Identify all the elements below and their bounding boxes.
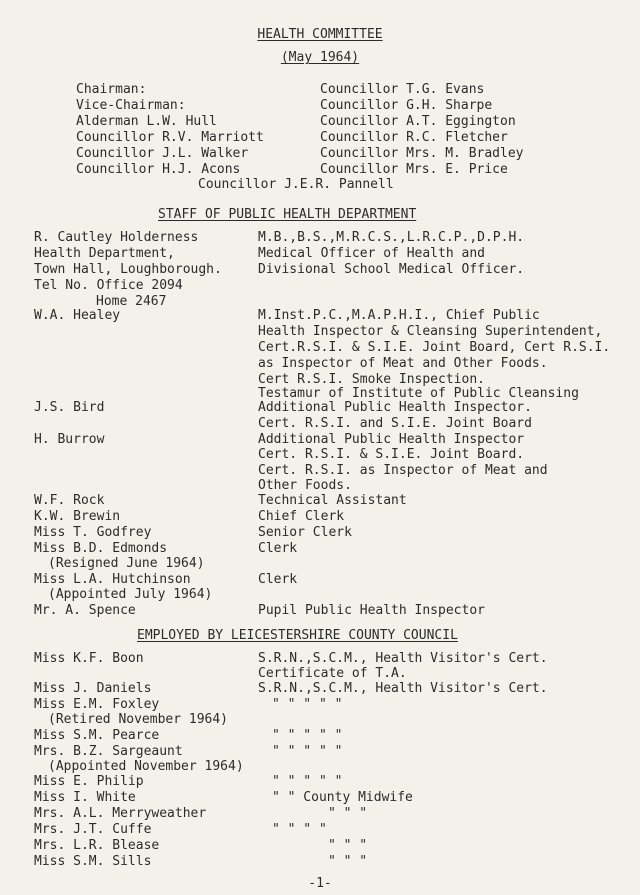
staff-note: (Resigned June 1964) <box>48 556 205 571</box>
staff-qualification: Cert. R.S.I. as Inspector of Meat and <box>258 463 548 478</box>
staff-qualification: Cert R.S.I. Smoke Inspection. <box>258 372 485 387</box>
page-number: -1- <box>308 876 332 891</box>
staff-name: Mr. A. Spence <box>34 603 136 618</box>
staff-role: Technical Assistant <box>258 493 407 508</box>
staff-name: Miss B.D. Edmonds <box>34 541 168 556</box>
county-staff-name: Miss S.M. Sills <box>34 854 152 869</box>
staff-qualification: Cert.R.S.I. & S.I.E. Joint Board, Cert R.S.I. <box>258 340 611 355</box>
staff-role: Pupil Public Health Inspector <box>258 603 485 618</box>
ditto-marks: " " " " <box>272 822 327 837</box>
county-staff-name: Mrs. A.L. Merryweather <box>34 806 207 821</box>
staff-qualification: as Inspector of Meat and Other Foods. <box>258 356 548 371</box>
staff-role: Divisional School Medical Officer. <box>258 262 525 277</box>
committee-member: Councillor Mrs. M. Bradley <box>320 146 524 161</box>
ditto-marks: " " " " " <box>272 774 343 789</box>
staff-qualification: Testamur of Institute of Public Cleansing <box>258 386 579 401</box>
county-staff-name: Mrs. J.T. Cuffe <box>34 822 152 837</box>
staff-role: Additional Public Health Inspector. <box>258 400 532 415</box>
staff-qualification: Cert. R.S.I. & S.I.E. Joint Board. <box>258 447 525 462</box>
staff-qualification: M.B.,B.S.,M.R.C.S.,L.R.C.P.,D.P.H. <box>258 230 525 245</box>
staff-qualification: Cert. R.S.I. and S.I.E. Joint Board <box>258 416 532 431</box>
staff-name: R. Cautley Holderness <box>34 230 199 245</box>
staff-note: (Appointed July 1964) <box>48 587 213 602</box>
page-date: (May 1964) <box>280 50 360 65</box>
staff-role: Chief Clerk <box>258 509 345 524</box>
county-staff-name: Mrs. B.Z. Sargeaunt <box>34 744 183 759</box>
ditto-marks: " " " " " <box>272 744 343 759</box>
staff-name: W.A. Healey <box>34 308 121 323</box>
county-staff-qualification: S.R.N.,S.C.M., Health Visitor's Cert. <box>258 681 548 696</box>
ditto-marks: " " " " " <box>272 697 343 712</box>
ditto-marks: " " " <box>328 838 368 853</box>
committee-chairman-label: Chairman: <box>76 82 147 97</box>
county-staff-name: Miss E. Philip <box>34 774 144 789</box>
county-staff-name: Miss E.M. Foxley <box>34 697 160 712</box>
county-heading: EMPLOYED BY LEICESTERSHIRE COUNTY COUNCIL <box>137 628 458 643</box>
county-staff-name: Miss S.M. Pearce <box>34 728 160 743</box>
committee-member: Councillor R.V. Marriott <box>76 130 264 145</box>
committee-member: Councillor R.C. Fletcher <box>320 130 508 145</box>
staff-address: Town Hall, Loughborough. <box>34 262 222 277</box>
committee-member: Councillor J.E.R. Pannell <box>198 177 394 192</box>
staff-qualification: Other Foods. <box>258 478 352 493</box>
staff-telephone-home: Home 2467 <box>96 294 167 309</box>
staff-name: H. Burrow <box>34 432 105 447</box>
staff-name: K.W. Brewin <box>34 509 121 524</box>
ditto-marks: " " " <box>328 854 368 869</box>
county-staff-name: Miss I. White <box>34 790 136 805</box>
county-staff-qualification: " " County Midwife <box>272 790 413 805</box>
committee-member: Councillor A.T. Eggington <box>320 114 516 129</box>
committee-member: Councillor T.G. Evans <box>320 82 485 97</box>
county-staff-note: (Appointed November 1964) <box>48 759 244 774</box>
ditto-marks: " " " " " <box>272 728 343 743</box>
staff-heading: STAFF OF PUBLIC HEALTH DEPARTMENT <box>158 207 417 222</box>
committee-member: Councillor G.H. Sharpe <box>320 98 493 113</box>
staff-role: Medical Officer of Health and <box>258 246 485 261</box>
staff-role: Additional Public Health Inspector <box>258 432 525 447</box>
committee-member: Councillor H.J. Acons <box>76 162 241 177</box>
county-staff-qualification: S.R.N.,S.C.M., Health Visitor's Cert. <box>258 651 548 666</box>
committee-member: Alderman L.W. Hull <box>76 114 217 129</box>
county-staff-name: Miss K.F. Boon <box>34 651 144 666</box>
county-staff-qualification: Certificate of T.A. <box>258 666 407 681</box>
staff-address: Health Department, <box>34 246 175 261</box>
committee-member: Councillor Mrs. E. Price <box>320 162 508 177</box>
ditto-marks: " " " <box>328 806 368 821</box>
staff-name: Miss L.A. Hutchinson <box>34 572 191 587</box>
county-staff-name: Mrs. L.R. Blease <box>34 838 160 853</box>
staff-name: W.F. Rock <box>34 493 105 508</box>
staff-role: Senior Clerk <box>258 525 352 540</box>
committee-member: Councillor J.L. Walker <box>76 146 249 161</box>
county-staff-note: (Retired November 1964) <box>48 712 229 727</box>
staff-role: Clerk <box>258 541 298 556</box>
staff-role: Clerk <box>258 572 298 587</box>
staff-qualification: M.Inst.P.C.,M.A.P.H.I., Chief Public <box>258 308 540 323</box>
page-title: HEALTH COMMITTEE <box>257 27 383 42</box>
committee-vice-chairman-label: Vice-Chairman: <box>76 98 186 113</box>
staff-role: Health Inspector & Cleansing Superintendent, <box>258 324 603 339</box>
county-staff-name: Miss J. Daniels <box>34 681 152 696</box>
staff-name: J.S. Bird <box>34 400 105 415</box>
staff-telephone: Tel No. Office 2094 <box>34 278 183 293</box>
staff-name: Miss T. Godfrey <box>34 525 152 540</box>
